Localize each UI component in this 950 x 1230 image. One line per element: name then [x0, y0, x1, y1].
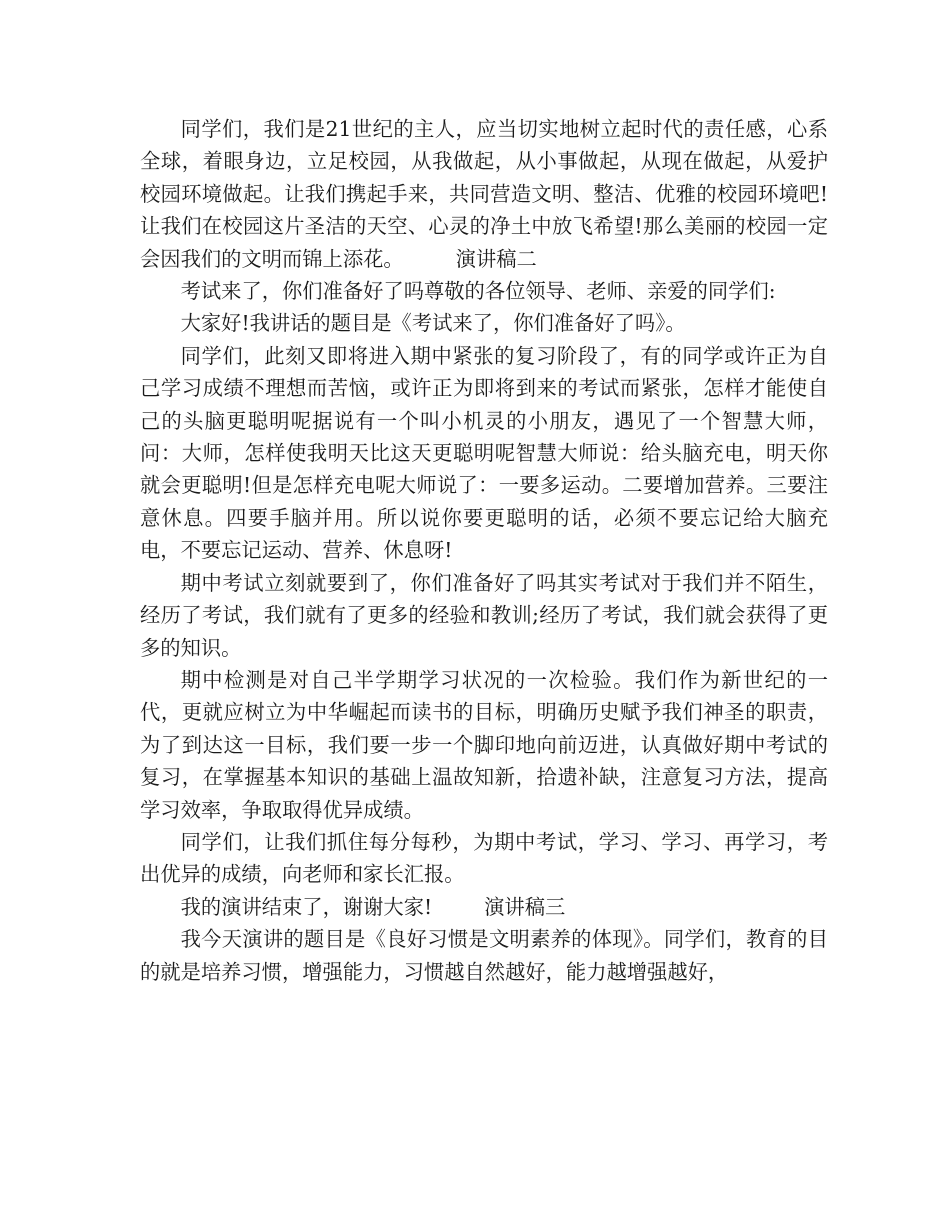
paragraph-6: [140, 664, 828, 826]
paragraph-1: [140, 113, 828, 275]
paragraph-text: 大家好!我讲话的题目是《考试来了，你们准备好了吗》。: [180, 311, 686, 336]
paragraph-9: [140, 923, 828, 988]
section-heading: 演讲稿三: [484, 894, 566, 919]
paragraph-text: 期中检测是对自己半学期学习状况的一次检验。我们作为新世纪的一代，更就应树立为中华崛起而读书的目标，明确历史赋予我们神圣的职责，为了到达这一目标，我们要一步一个脚印地向前迈进，认真做好期中考试的复习，在掌握基本知识的基础上温故知新，拾遗补缺，注意复习方法，提高学习效率，争取取得优异成绩。: [140, 667, 828, 822]
paragraph-text: 我今天演讲的题目是《良好习惯是文明素养的体现》。同学们，教育的目的就是培养习惯，增强能力，习惯越自然越好，能力越增强越好，: [140, 927, 828, 984]
paragraph-5: [140, 567, 828, 664]
paragraph-2: [140, 275, 828, 307]
paragraph-text: 同学们，此刻又即将进入期中紧张的复习阶段了，有的同学或许正为自己学习成绩不理想而苦恼，或许正为即将到来的考试而紧张，怎样才能使自己的头脑更聪明呢据说有一个叫小机灵的小朋友，遇见了一个智慧大师，问：大师，怎样使我明天比这天更聪明呢智慧大师说：给头脑充电，明天你就会更聪明!但是怎样充电呢大师说了：一要多运动。二要增加营养。三要注意休息。四要手脑并用。所以说你要更聪明的话，必须不要忘记给大脑充电，不要忘记运动、营养、休息呀!: [140, 343, 828, 563]
paragraph-text: 同学们，我们是21世纪的主人，应当切实地树立起时代的责任感，心系全球，着眼身边，立足校园，从我做起，从小事做起，从现在做起，从爱护校园环境做起。让我们携起手来，共同营造文明、整洁、优雅的校园环境吧!让我们在校园这片圣洁的天空、心灵的净土中放飞希望!那么美丽的校园一定会因我们的文明而锦上添花。: [140, 117, 828, 271]
document-body: [140, 113, 828, 988]
paragraph-7: [140, 826, 828, 891]
paragraph-text: 我的演讲结束了，谢谢大家!: [180, 894, 433, 919]
section-heading: 演讲稿二: [455, 246, 537, 271]
paragraph-4: [140, 340, 828, 567]
paragraph-text: 考试来了，你们准备好了吗尊敬的各位领导、老师、亲爱的同学们:: [180, 279, 776, 304]
paragraph-3: [140, 307, 828, 339]
paragraph-text: 期中考试立刻就要到了，你们准备好了吗其实考试对于我们并不陌生，经历了考试，我们就有了更多的经验和教训;经历了考试，我们就会获得了更多的知识。: [140, 570, 828, 660]
paragraph-8: [140, 891, 828, 923]
paragraph-text: 同学们，让我们抓住每分每秒，为期中考试，学习、学习、再学习，考出优异的成绩，向老师和家长汇报。: [140, 829, 828, 887]
